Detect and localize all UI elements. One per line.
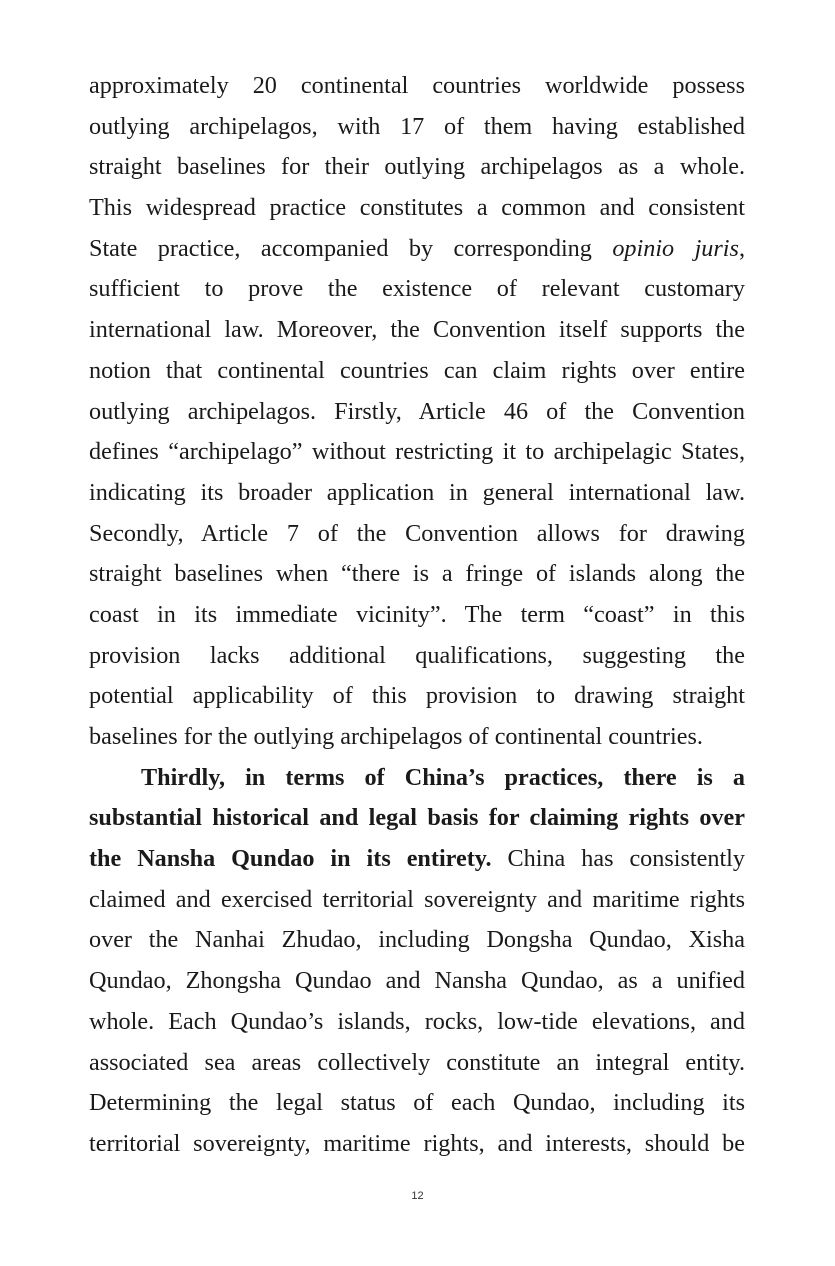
text-segment: China has consistently (491, 845, 745, 873)
page-number: 12 (411, 1190, 424, 1202)
text-line: approximately 20 continental countries worldwide possess (89, 72, 745, 99)
text-line: provision lacks additional qualifications, suggesting the (89, 641, 745, 669)
bold-text-line: substantial historical and legal basis for claiming rights over (89, 804, 745, 832)
paragraph-2 (89, 758, 745, 1165)
text-line: territorial sovereignty, maritime rights, and interests, should be (89, 1129, 745, 1157)
text-line: notion that continental countries can claim rights over entire (89, 356, 745, 384)
bold-text-segment: the Nansha Qundao in its entirety. (89, 845, 492, 873)
text-line: defines “archipelago” without restricting it to archipelagic States, (89, 438, 745, 466)
text-line: potential applicability of this provision to drawing straight (89, 682, 745, 710)
text-line: coast in its immediate vicinity”. The term “coast” in this (89, 600, 745, 628)
text-segment: State practice, accompanied by corresponding (89, 234, 613, 262)
text-line: associated sea areas collectively constitute an integral entity. (89, 1048, 745, 1076)
text-line: straight baselines when “there is a fringe of islands along the (89, 560, 745, 588)
text-line: indicating its broader application in general international law. (89, 478, 745, 506)
text-line: Qundao, Zhongsha Qundao and Nansha Qundao, as a unified (89, 967, 745, 995)
text-line: sufficient to prove the existence of relevant customary (89, 275, 745, 303)
text-line: Determining the legal status of each Qundao, including its (89, 1089, 745, 1117)
text-line: over the Nanhai Zhudao, including Dongsha Qundao, Xisha (89, 926, 745, 954)
paragraph-1 (89, 66, 745, 758)
text-line (89, 839, 745, 880)
text-line: claimed and exercised territorial sovereignty and maritime rights (89, 885, 745, 913)
text-line: whole. Each Qundao’s islands, rocks, low-tide elevations, and (89, 1007, 745, 1035)
text-line: international law. Moreover, the Convention itself supports the (89, 316, 745, 344)
bold-text-line: Thirdly, in terms of China’s practices, there is a (141, 763, 745, 791)
text-line: baselines for the outlying archipelagos of continental countries. (89, 723, 703, 750)
text-line: outlying archipelagos. Firstly, Article 46 of the Convention (89, 397, 745, 425)
italic-term: opinio juris (612, 234, 739, 262)
text-segment: , (738, 234, 745, 262)
text-line: straight baselines for their outlying archipelagos as a whole. (89, 153, 745, 181)
text-line: This widespread practice constitutes a common and consistent (89, 194, 745, 222)
text-line: Secondly, Article 7 of the Convention allows for drawing (89, 519, 745, 547)
text-line: outlying archipelagos, with 17 of them having established (89, 112, 745, 140)
text-line (89, 229, 745, 270)
document-body (89, 66, 745, 1165)
